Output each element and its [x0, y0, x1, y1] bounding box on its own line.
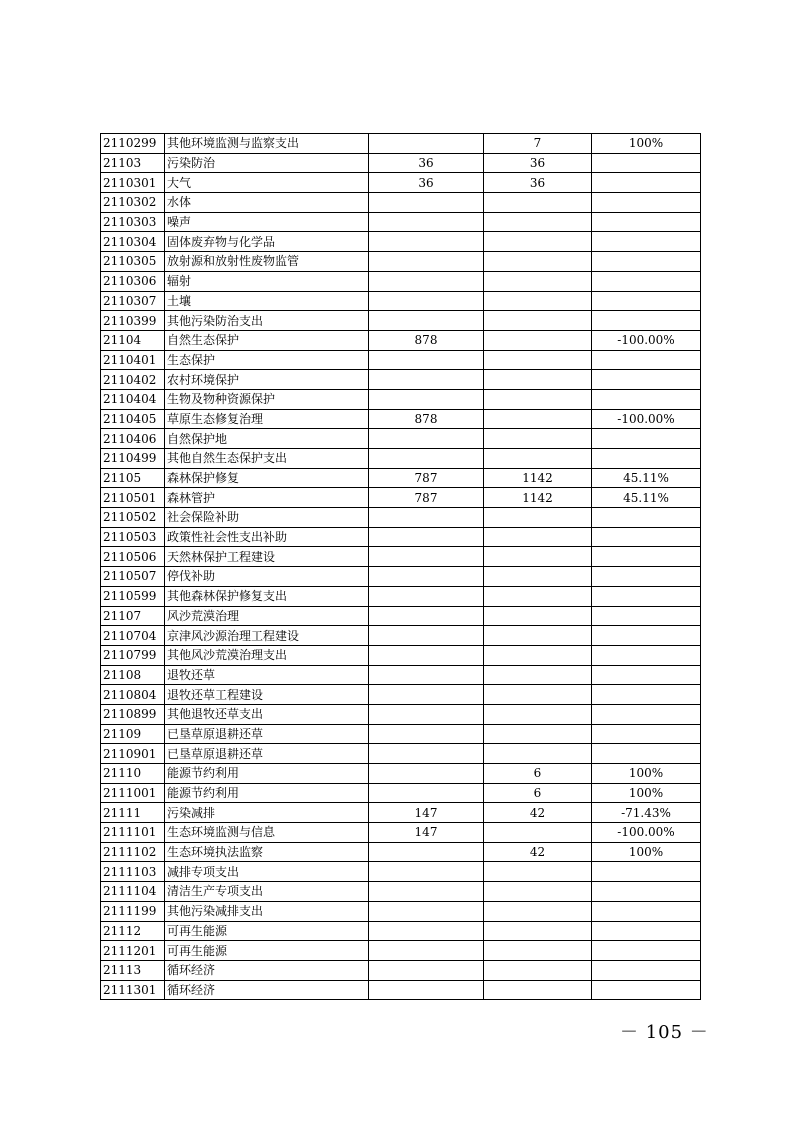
current-year-amount-cell — [484, 330, 592, 350]
current-year-amount-cell — [484, 193, 592, 213]
change-percent-cell — [592, 685, 701, 705]
subject-code-cell: 21113 — [101, 960, 165, 980]
subject-code-cell: 2110303 — [101, 212, 165, 232]
table-row — [101, 862, 701, 882]
subject-name-cell: 其他污染减排支出 — [165, 901, 369, 921]
subject-name-cell: 已垦草原退耕还草 — [165, 724, 369, 744]
subject-name-cell: 生态环境监测与信息 — [165, 823, 369, 843]
table-row — [101, 724, 701, 744]
subject-name-cell: 可再生能源 — [165, 921, 369, 941]
prior-year-amount-cell — [369, 685, 484, 705]
table-row — [101, 449, 701, 469]
subject-name-cell: 污染减排 — [165, 803, 369, 823]
subject-code-cell: 2111102 — [101, 842, 165, 862]
table-row — [101, 665, 701, 685]
current-year-amount-cell: 6 — [484, 764, 592, 784]
prior-year-amount-cell — [369, 704, 484, 724]
subject-code-cell: 21111 — [101, 803, 165, 823]
change-percent-cell — [592, 527, 701, 547]
current-year-amount-cell — [484, 685, 592, 705]
change-percent-cell — [592, 370, 701, 390]
subject-name-cell: 风沙荒漠治理 — [165, 606, 369, 626]
table-row — [101, 291, 701, 311]
current-year-amount-cell — [484, 370, 592, 390]
subject-name-cell: 其他森林保护修复支出 — [165, 586, 369, 606]
table-row — [101, 527, 701, 547]
current-year-amount-cell — [484, 862, 592, 882]
current-year-amount-cell — [484, 586, 592, 606]
subject-code-cell: 2110704 — [101, 626, 165, 646]
prior-year-amount-cell — [369, 370, 484, 390]
change-percent-cell — [592, 882, 701, 902]
change-percent-cell — [592, 626, 701, 646]
subject-code-cell: 2110302 — [101, 193, 165, 213]
current-year-amount-cell — [484, 704, 592, 724]
subject-name-cell: 退牧还草 — [165, 665, 369, 685]
prior-year-amount-cell — [369, 311, 484, 331]
subject-name-cell: 停伐补助 — [165, 567, 369, 587]
table-row — [101, 645, 701, 665]
prior-year-amount-cell — [369, 508, 484, 528]
subject-name-cell: 能源节约利用 — [165, 764, 369, 784]
subject-code-cell: 2110304 — [101, 232, 165, 252]
current-year-amount-cell — [484, 744, 592, 764]
table-row — [101, 429, 701, 449]
prior-year-amount-cell — [369, 724, 484, 744]
change-percent-cell — [592, 508, 701, 528]
current-year-amount-cell — [484, 232, 592, 252]
prior-year-amount-cell: 36 — [369, 153, 484, 173]
subject-name-cell: 政策性社会性支出补助 — [165, 527, 369, 547]
table-row — [101, 488, 701, 508]
change-percent-cell: -100.00% — [592, 330, 701, 350]
current-year-amount-cell — [484, 882, 592, 902]
subject-code-cell: 2110305 — [101, 252, 165, 272]
change-percent-cell: -100.00% — [592, 409, 701, 429]
page-number: － 105 － — [620, 1022, 709, 1043]
prior-year-amount-cell — [369, 744, 484, 764]
subject-code-cell: 2111199 — [101, 901, 165, 921]
change-percent-cell — [592, 862, 701, 882]
prior-year-amount-cell — [369, 567, 484, 587]
subject-name-cell: 减排专项支出 — [165, 862, 369, 882]
table-row — [101, 783, 701, 803]
table-row — [101, 606, 701, 626]
current-year-amount-cell — [484, 212, 592, 232]
change-percent-cell — [592, 567, 701, 587]
subject-code-cell: 2110307 — [101, 291, 165, 311]
subject-code-cell: 21107 — [101, 606, 165, 626]
current-year-amount-cell — [484, 291, 592, 311]
subject-code-cell: 2110804 — [101, 685, 165, 705]
prior-year-amount-cell: 787 — [369, 468, 484, 488]
subject-name-cell: 其他污染防治支出 — [165, 311, 369, 331]
current-year-amount-cell — [484, 429, 592, 449]
change-percent-cell: 100% — [592, 764, 701, 784]
prior-year-amount-cell — [369, 626, 484, 646]
change-percent-cell — [592, 645, 701, 665]
subject-name-cell: 其他退牧还草支出 — [165, 704, 369, 724]
prior-year-amount-cell — [369, 252, 484, 272]
subject-code-cell: 2110599 — [101, 586, 165, 606]
subject-name-cell: 水体 — [165, 193, 369, 213]
subject-name-cell: 退牧还草工程建设 — [165, 685, 369, 705]
change-percent-cell — [592, 350, 701, 370]
current-year-amount-cell — [484, 271, 592, 291]
change-percent-cell: -100.00% — [592, 823, 701, 843]
subject-code-cell: 2110502 — [101, 508, 165, 528]
change-percent-cell: 45.11% — [592, 488, 701, 508]
table-row — [101, 389, 701, 409]
subject-name-cell: 森林管护 — [165, 488, 369, 508]
current-year-amount-cell — [484, 252, 592, 272]
change-percent-cell — [592, 252, 701, 272]
subject-code-cell: 21112 — [101, 921, 165, 941]
change-percent-cell — [592, 449, 701, 469]
current-year-amount-cell: 1142 — [484, 488, 592, 508]
current-year-amount-cell — [484, 901, 592, 921]
current-year-amount-cell: 42 — [484, 842, 592, 862]
table-row — [101, 882, 701, 902]
table-row — [101, 803, 701, 823]
change-percent-cell — [592, 724, 701, 744]
prior-year-amount-cell — [369, 586, 484, 606]
change-percent-cell — [592, 704, 701, 724]
subject-code-cell: 2110901 — [101, 744, 165, 764]
change-percent-cell — [592, 271, 701, 291]
table-row — [101, 134, 701, 154]
current-year-amount-cell: 1142 — [484, 468, 592, 488]
subject-code-cell: 2111201 — [101, 941, 165, 961]
current-year-amount-cell — [484, 547, 592, 567]
table-row — [101, 232, 701, 252]
prior-year-amount-cell — [369, 389, 484, 409]
current-year-amount-cell — [484, 449, 592, 469]
subject-code-cell: 2111001 — [101, 783, 165, 803]
change-percent-cell — [592, 586, 701, 606]
subject-code-cell: 2110507 — [101, 567, 165, 587]
subject-code-cell: 2110406 — [101, 429, 165, 449]
subject-code-cell: 2111103 — [101, 862, 165, 882]
table-row — [101, 252, 701, 272]
change-percent-cell — [592, 606, 701, 626]
prior-year-amount-cell — [369, 212, 484, 232]
subject-name-cell: 草原生态修复治理 — [165, 409, 369, 429]
subject-code-cell: 21104 — [101, 330, 165, 350]
subject-name-cell: 循环经济 — [165, 960, 369, 980]
subject-code-cell: 21105 — [101, 468, 165, 488]
prior-year-amount-cell — [369, 449, 484, 469]
subject-code-cell: 2110499 — [101, 449, 165, 469]
change-percent-cell — [592, 547, 701, 567]
budget-expenditure-table — [100, 133, 701, 1000]
current-year-amount-cell — [484, 311, 592, 331]
table-row — [101, 941, 701, 961]
subject-name-cell: 生态保护 — [165, 350, 369, 370]
prior-year-amount-cell — [369, 193, 484, 213]
change-percent-cell — [592, 921, 701, 941]
table-row — [101, 311, 701, 331]
prior-year-amount-cell: 878 — [369, 409, 484, 429]
prior-year-amount-cell — [369, 960, 484, 980]
change-percent-cell — [592, 193, 701, 213]
table-row — [101, 547, 701, 567]
prior-year-amount-cell — [369, 134, 484, 154]
subject-code-cell: 2111104 — [101, 882, 165, 902]
current-year-amount-cell — [484, 724, 592, 744]
subject-name-cell: 能源节约利用 — [165, 783, 369, 803]
prior-year-amount-cell — [369, 271, 484, 291]
change-percent-cell — [592, 232, 701, 252]
subject-code-cell: 2110501 — [101, 488, 165, 508]
prior-year-amount-cell — [369, 527, 484, 547]
subject-code-cell: 21103 — [101, 153, 165, 173]
change-percent-cell — [592, 665, 701, 685]
change-percent-cell — [592, 429, 701, 449]
prior-year-amount-cell — [369, 764, 484, 784]
current-year-amount-cell: 42 — [484, 803, 592, 823]
table-row — [101, 764, 701, 784]
change-percent-cell: 100% — [592, 134, 701, 154]
subject-code-cell: 2110401 — [101, 350, 165, 370]
prior-year-amount-cell: 36 — [369, 173, 484, 193]
subject-name-cell: 可再生能源 — [165, 941, 369, 961]
current-year-amount-cell — [484, 665, 592, 685]
table-row — [101, 370, 701, 390]
subject-code-cell: 2110301 — [101, 173, 165, 193]
prior-year-amount-cell — [369, 783, 484, 803]
subject-name-cell: 噪声 — [165, 212, 369, 232]
change-percent-cell — [592, 744, 701, 764]
current-year-amount-cell — [484, 508, 592, 528]
change-percent-cell — [592, 291, 701, 311]
prior-year-amount-cell — [369, 882, 484, 902]
prior-year-amount-cell — [369, 980, 484, 1000]
subject-code-cell: 2110799 — [101, 645, 165, 665]
prior-year-amount-cell — [369, 429, 484, 449]
current-year-amount-cell — [484, 645, 592, 665]
table-row — [101, 704, 701, 724]
subject-name-cell: 其他自然生态保护支出 — [165, 449, 369, 469]
current-year-amount-cell: 7 — [484, 134, 592, 154]
table-row — [101, 823, 701, 843]
prior-year-amount-cell: 147 — [369, 803, 484, 823]
subject-code-cell: 21108 — [101, 665, 165, 685]
change-percent-cell: 100% — [592, 783, 701, 803]
current-year-amount-cell: 36 — [484, 173, 592, 193]
change-percent-cell: 100% — [592, 842, 701, 862]
current-year-amount-cell — [484, 409, 592, 429]
subject-code-cell: 2111301 — [101, 980, 165, 1000]
prior-year-amount-cell — [369, 606, 484, 626]
subject-code-cell: 2110306 — [101, 271, 165, 291]
table-row — [101, 508, 701, 528]
prior-year-amount-cell — [369, 232, 484, 252]
prior-year-amount-cell: 878 — [369, 330, 484, 350]
prior-year-amount-cell — [369, 921, 484, 941]
subject-code-cell: 2110506 — [101, 547, 165, 567]
prior-year-amount-cell — [369, 862, 484, 882]
table-row — [101, 212, 701, 232]
subject-code-cell: 21109 — [101, 724, 165, 744]
change-percent-cell: 45.11% — [592, 468, 701, 488]
table-row — [101, 901, 701, 921]
subject-code-cell: 2110405 — [101, 409, 165, 429]
prior-year-amount-cell — [369, 665, 484, 685]
subject-name-cell: 社会保险补助 — [165, 508, 369, 528]
subject-name-cell: 生态环境执法监察 — [165, 842, 369, 862]
table-row — [101, 173, 701, 193]
subject-name-cell: 森林保护修复 — [165, 468, 369, 488]
current-year-amount-cell: 6 — [484, 783, 592, 803]
table-row — [101, 744, 701, 764]
table-row — [101, 330, 701, 350]
table-row — [101, 685, 701, 705]
table-row — [101, 468, 701, 488]
prior-year-amount-cell — [369, 901, 484, 921]
table-row — [101, 153, 701, 173]
change-percent-cell — [592, 212, 701, 232]
table-body — [101, 134, 701, 1000]
subject-name-cell: 生物及物种资源保护 — [165, 389, 369, 409]
subject-name-cell: 固体废弃物与化学品 — [165, 232, 369, 252]
subject-name-cell: 自然生态保护 — [165, 330, 369, 350]
subject-name-cell: 土壤 — [165, 291, 369, 311]
change-percent-cell — [592, 389, 701, 409]
prior-year-amount-cell: 147 — [369, 823, 484, 843]
subject-name-cell: 其他风沙荒漠治理支出 — [165, 645, 369, 665]
current-year-amount-cell — [484, 941, 592, 961]
subject-name-cell: 循环经济 — [165, 980, 369, 1000]
current-year-amount-cell: 36 — [484, 153, 592, 173]
current-year-amount-cell — [484, 350, 592, 370]
subject-name-cell: 污染防治 — [165, 153, 369, 173]
change-percent-cell — [592, 173, 701, 193]
change-percent-cell: -71.43% — [592, 803, 701, 823]
current-year-amount-cell — [484, 606, 592, 626]
prior-year-amount-cell — [369, 350, 484, 370]
table-row — [101, 586, 701, 606]
current-year-amount-cell — [484, 567, 592, 587]
table-row — [101, 193, 701, 213]
subject-name-cell: 自然保护地 — [165, 429, 369, 449]
subject-name-cell: 已垦草原退耕还草 — [165, 744, 369, 764]
subject-code-cell: 2111101 — [101, 823, 165, 843]
subject-code-cell: 21110 — [101, 764, 165, 784]
current-year-amount-cell — [484, 921, 592, 941]
current-year-amount-cell — [484, 389, 592, 409]
subject-name-cell: 其他环境监测与监察支出 — [165, 134, 369, 154]
subject-name-cell: 放射源和放射性废物监管 — [165, 252, 369, 272]
table-row — [101, 626, 701, 646]
change-percent-cell — [592, 941, 701, 961]
current-year-amount-cell — [484, 527, 592, 547]
current-year-amount-cell — [484, 823, 592, 843]
prior-year-amount-cell — [369, 645, 484, 665]
current-year-amount-cell — [484, 980, 592, 1000]
change-percent-cell — [592, 901, 701, 921]
subject-code-cell: 2110899 — [101, 704, 165, 724]
subject-name-cell: 清洁生产专项支出 — [165, 882, 369, 902]
table-row — [101, 980, 701, 1000]
table-row — [101, 567, 701, 587]
table-row — [101, 842, 701, 862]
subject-name-cell: 大气 — [165, 173, 369, 193]
change-percent-cell — [592, 980, 701, 1000]
prior-year-amount-cell — [369, 547, 484, 567]
subject-code-cell: 2110503 — [101, 527, 165, 547]
current-year-amount-cell — [484, 626, 592, 646]
table-row — [101, 960, 701, 980]
subject-name-cell: 辐射 — [165, 271, 369, 291]
table-row — [101, 271, 701, 291]
prior-year-amount-cell — [369, 941, 484, 961]
subject-code-cell: 2110404 — [101, 389, 165, 409]
table-row — [101, 921, 701, 941]
subject-code-cell: 2110399 — [101, 311, 165, 331]
table-row — [101, 409, 701, 429]
subject-code-cell: 2110299 — [101, 134, 165, 154]
current-year-amount-cell — [484, 960, 592, 980]
prior-year-amount-cell — [369, 291, 484, 311]
subject-code-cell: 2110402 — [101, 370, 165, 390]
subject-name-cell: 京津风沙源治理工程建设 — [165, 626, 369, 646]
subject-name-cell: 农村环境保护 — [165, 370, 369, 390]
prior-year-amount-cell: 787 — [369, 488, 484, 508]
change-percent-cell — [592, 960, 701, 980]
prior-year-amount-cell — [369, 842, 484, 862]
subject-name-cell: 天然林保护工程建设 — [165, 547, 369, 567]
table-row — [101, 350, 701, 370]
change-percent-cell — [592, 153, 701, 173]
change-percent-cell — [592, 311, 701, 331]
